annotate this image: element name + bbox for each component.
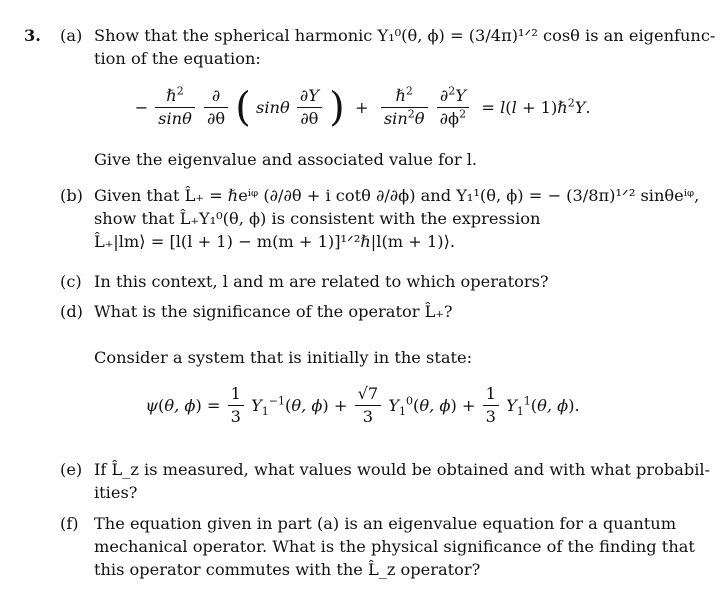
part-c-line-1: In this context, l and m are related to which operators?: [94, 272, 549, 291]
part-f-line-3: this operator commutes with the L̂_z operator?: [94, 560, 481, 579]
question-number: 3.: [24, 26, 41, 45]
part-e-line-2: ities?: [94, 483, 138, 502]
part-b-label: (b): [60, 186, 83, 205]
part-a-label: (a): [60, 26, 83, 45]
part-f-label: (f): [60, 514, 79, 533]
part-b-text: [94, 184, 706, 253]
initial-state-intro-block: [60, 346, 708, 369]
part-a-line-1: Show that the spherical harmonic Y₁⁰(θ, ϕ) = (3/4π)¹ᐟ² cosθ is an eigenfunc-: [94, 26, 716, 45]
eigen-equation: − $\frac{\hbar^2}{\sin\theta}$ $\frac{\partial}{\partial\theta}$ ( sinθ $\frac{\partial Y}{\partial\theta}$ ) + $\frac{\hbar^2}{\sin^2\theta}$ $\frac{\partial^2Y}{\partial\phi^2}$ = l(l + 1)ℏ$^2$Y.: [134, 84, 591, 131]
part-b-line-2: show that L̂₊Y₁⁰(θ, ϕ) is consistent with the expression: [94, 209, 541, 228]
part-e-line-1: If L̂_z is measured, what values would be obtained and with what probabil-: [94, 460, 711, 479]
part-b-line-1: Given that L̂₊ = ℏeⁱᵠ (∂/∂θ + i cotθ ∂/∂ϕ) and Y₁¹(θ, ϕ) = − (3/8π)¹ᐟ² sinθeⁱᵠ,: [94, 186, 700, 205]
part-f-line-2: mechanical operator. What is the physical significance of the finding that: [94, 537, 695, 556]
part-a: [60, 24, 716, 70]
part-f: [60, 512, 708, 581]
part-c-label: (c): [60, 272, 82, 291]
part-b: [60, 184, 708, 253]
part-c: [60, 270, 708, 293]
part-f-line-1: The equation given in part (a) is an eigenvalue equation for a quantum: [94, 514, 677, 533]
state-equation: ψ(θ, ϕ) = $\frac{1}{3}$ $Y_1^{-1}(\theta$, ϕ) + $\frac{√7}{3}$ $Y_1^0(\theta$, ϕ) + $\frac{1}{3}$ $Y_1^1(\theta$, ϕ).: [145, 384, 580, 426]
part-f-text: [94, 512, 706, 581]
part-e-label: (e): [60, 460, 83, 479]
part-d-line-1: What is the significance of the operator L̂₊?: [94, 302, 453, 321]
part-b-line-3: L̂₊|lm⟩ = [l(l + 1) − m(m + 1)]¹ᐟ²ℏ|l(m + 1)⟩.: [94, 232, 456, 251]
initial-state-intro: Consider a system that is initially in the state:: [94, 348, 473, 367]
part-a-line-2: tion of the equation:: [94, 49, 261, 68]
give-eigenvalue-text: Give the eigenvalue and associated value for l.: [94, 150, 478, 169]
part-d: [60, 300, 708, 323]
part-e: [60, 458, 711, 504]
part-e-text: [94, 458, 711, 504]
part-a-text: [94, 24, 716, 70]
give-eigenvalue-block: [60, 148, 708, 171]
part-d-label: (d): [60, 302, 83, 321]
